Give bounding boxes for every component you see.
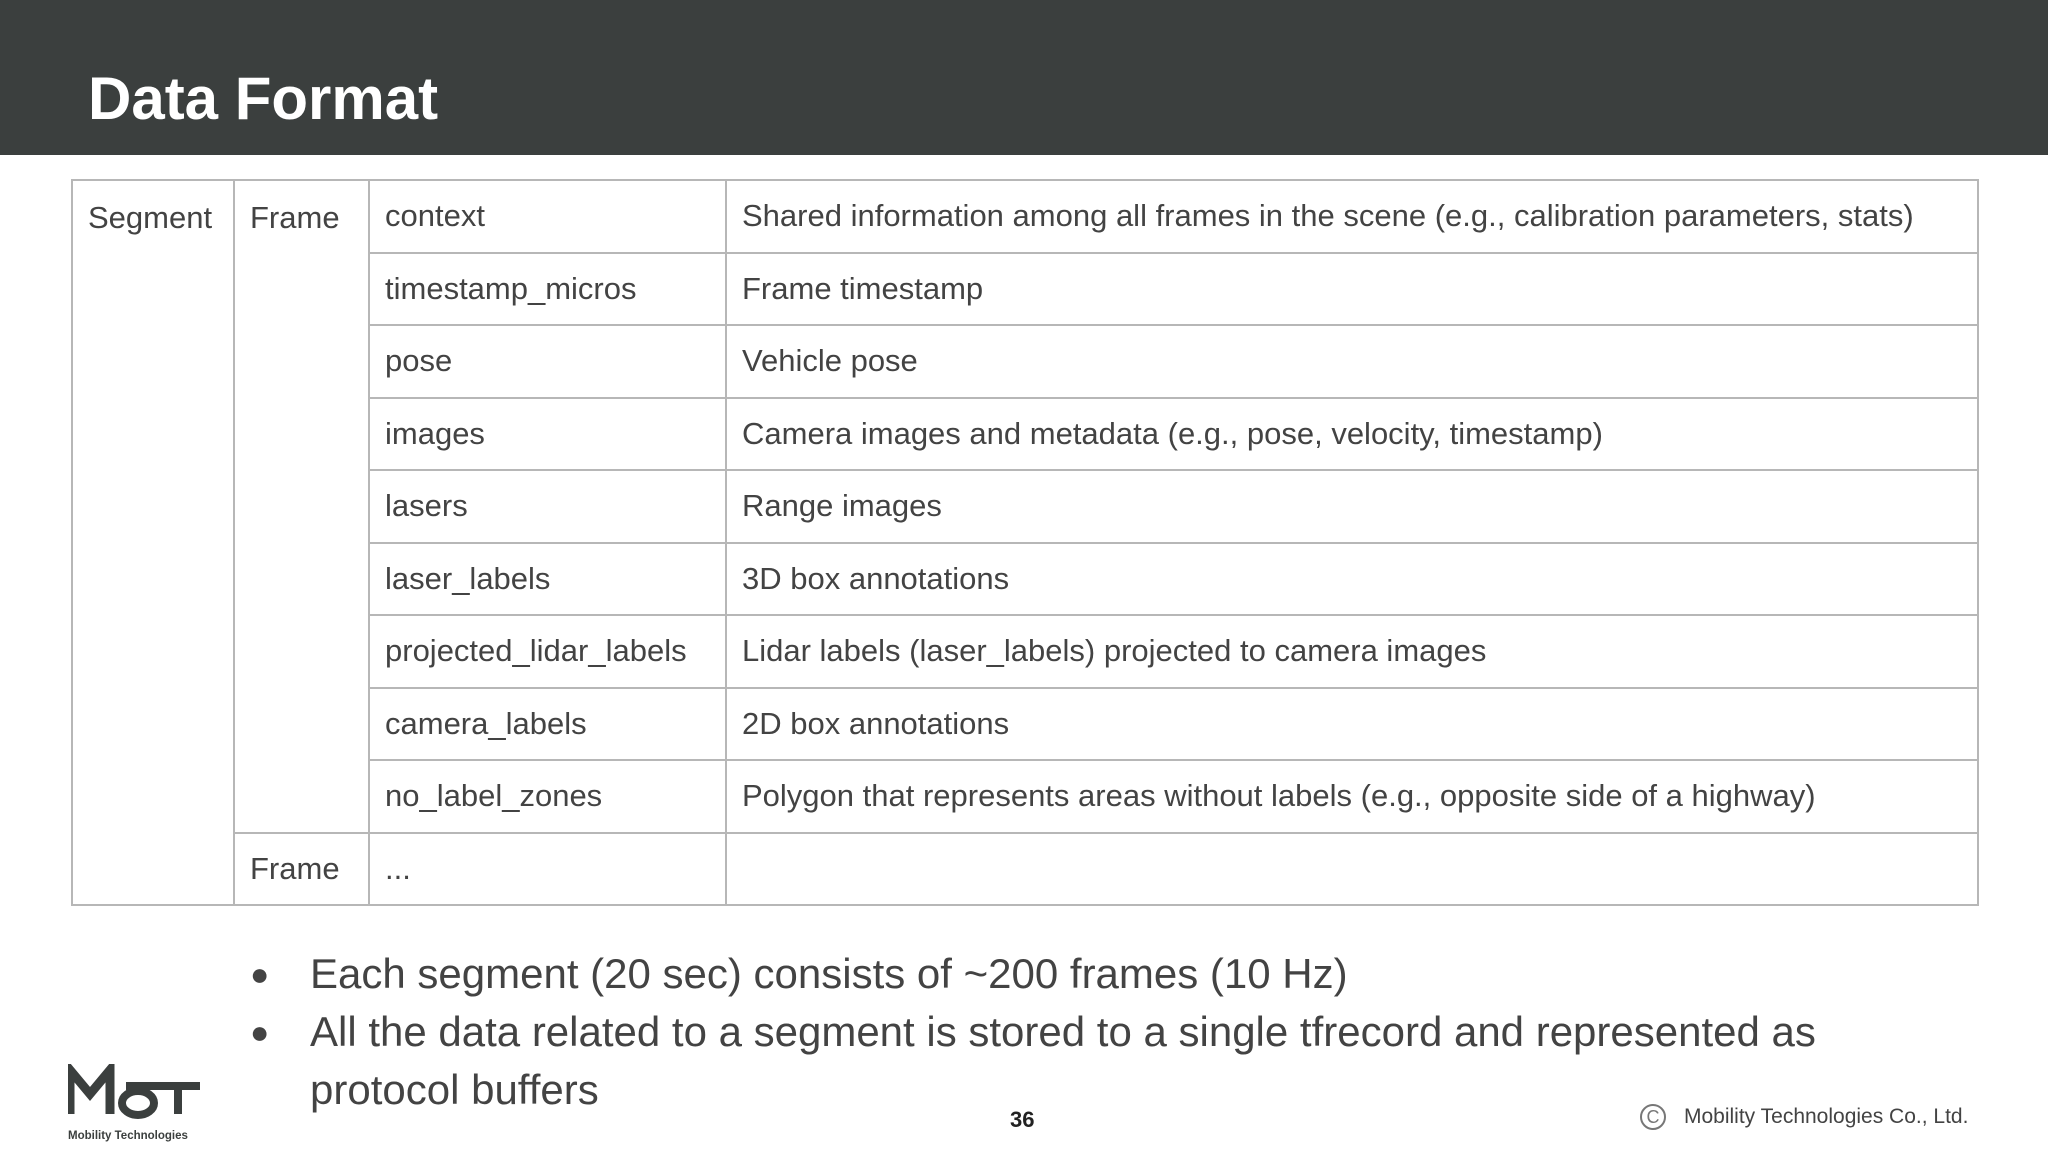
description-cell: Range images xyxy=(726,470,1978,543)
bullet-text: All the data related to a segment is stored to a single tfrecord and represented as protocol buffers xyxy=(310,1008,1816,1113)
bullet-dot-icon: ● xyxy=(250,1014,270,1050)
field-cell: laser_labels xyxy=(369,543,726,616)
field-cell: lasers xyxy=(369,470,726,543)
title-bar xyxy=(0,0,2048,155)
field-cell: timestamp_micros xyxy=(369,253,726,326)
list-item xyxy=(250,945,1900,1003)
description-cell: 2D box annotations xyxy=(726,688,1978,761)
description-cell: Camera images and metadata (e.g., pose, velocity, timestamp) xyxy=(726,398,1978,471)
copyright-text: Mobility Technologies Co., Ltd. xyxy=(1684,1105,1969,1128)
mot-logo xyxy=(68,1064,204,1144)
description-cell: Polygon that represents areas without labels (e.g., opposite side of a highway) xyxy=(726,760,1978,833)
logo-wordmark: Mobility Technologies xyxy=(68,1130,188,1142)
field-cell: camera_labels xyxy=(369,688,726,761)
page-number: 36 xyxy=(1010,1107,1035,1132)
frame-cell-2: Frame xyxy=(234,833,369,906)
list-item xyxy=(250,1003,1900,1119)
description-cell: 3D box annotations xyxy=(726,543,1978,616)
description-cell: Vehicle pose xyxy=(726,325,1978,398)
table-row xyxy=(72,180,1978,253)
description-cell: Lidar labels (laser_labels) projected to camera images xyxy=(726,615,1978,688)
bullet-text: Each segment (20 sec) consists of ~200 frames (10 Hz) xyxy=(310,950,1348,997)
data-format-table xyxy=(71,179,1979,906)
copyright-icon: C xyxy=(1640,1104,1666,1130)
slide-title: Data Format xyxy=(88,65,439,132)
frame-cell: Frame xyxy=(234,180,369,833)
field-cell: projected_lidar_labels xyxy=(369,615,726,688)
description-cell xyxy=(726,833,1978,906)
bullet-list xyxy=(250,945,1900,1119)
description-cell: Shared information among all frames in the scene (e.g., calibration parameters, stats) xyxy=(726,180,1978,253)
field-cell: ... xyxy=(369,833,726,906)
field-cell: images xyxy=(369,398,726,471)
field-cell: no_label_zones xyxy=(369,760,726,833)
table-row xyxy=(72,833,1978,906)
field-cell: context xyxy=(369,180,726,253)
bullet-dot-icon: ● xyxy=(250,956,270,992)
segment-cell: Segment xyxy=(72,180,234,905)
copyright xyxy=(1640,1104,1968,1130)
description-cell: Frame timestamp xyxy=(726,253,1978,326)
field-cell: pose xyxy=(369,325,726,398)
